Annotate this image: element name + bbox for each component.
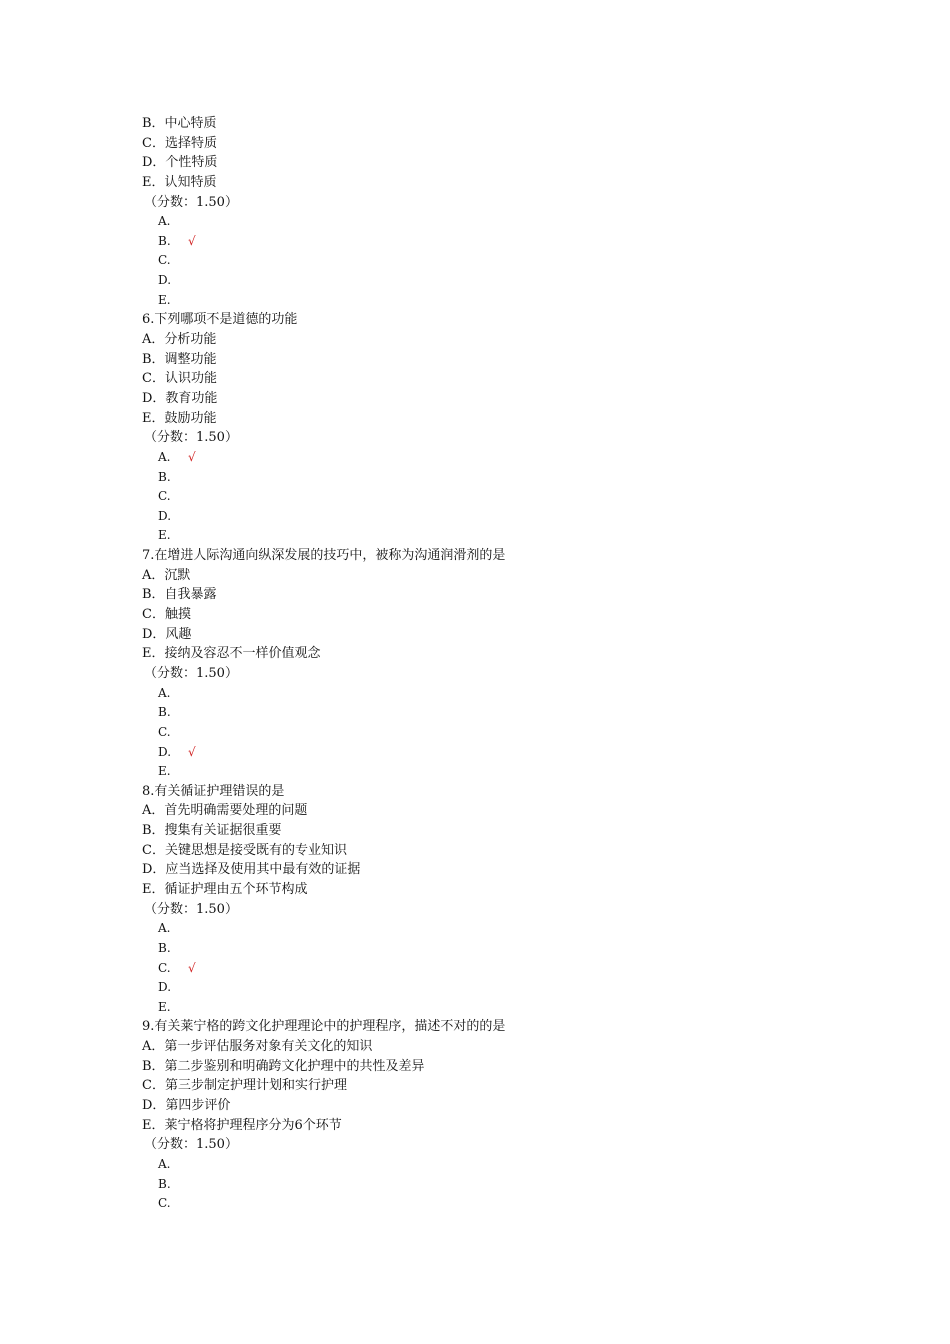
answer-letter: B.	[158, 233, 171, 248]
option-text: A．分析功能	[142, 332, 217, 348]
answer-letter: D.	[158, 980, 172, 995]
answer-letter: D.	[158, 744, 172, 759]
option-text: E．认知特质	[142, 174, 217, 190]
answer-letter: B.	[158, 940, 171, 955]
answer-row	[142, 271, 902, 291]
answer-row	[142, 232, 902, 252]
answer-letter: A.	[158, 214, 171, 229]
option-text: C．关键思想是接受既有的专业知识	[142, 842, 347, 858]
question-block	[142, 546, 902, 782]
answer-letter: A.	[158, 685, 171, 700]
option-text: B．搜集有关证据很重要	[142, 823, 282, 839]
option-text: B．第二步鉴别和明确跨文化护理中的共性及差异	[142, 1058, 425, 1074]
exam-document	[142, 114, 902, 1214]
option-text: D．个性特质	[142, 155, 218, 171]
option-text: D．风趣	[142, 626, 192, 642]
answer-row	[142, 684, 902, 704]
answer-letter: A.	[158, 1156, 171, 1171]
score-label: （分数：1.50）	[144, 194, 238, 210]
option-text: C．选择特质	[142, 135, 217, 151]
question-stem: 7.在增进人际沟通向纵深发展的技巧中，被称为沟通润滑剂的是	[142, 548, 506, 564]
answer-letter: C.	[158, 724, 171, 739]
question-stem: 9.有关莱宁格的跨文化护理理论中的护理程序，描述不对的的是	[142, 1019, 506, 1035]
answer-letter: C.	[158, 1196, 171, 1211]
question-block	[142, 310, 902, 546]
answer-letter: B.	[158, 1176, 171, 1191]
question-block	[142, 114, 902, 310]
answer-row	[142, 507, 902, 527]
answer-row	[142, 448, 902, 468]
check-mark-icon: √	[188, 960, 196, 975]
answer-letter: C.	[158, 253, 171, 268]
option-text: A．沉默	[142, 567, 191, 583]
answer-row	[142, 939, 902, 959]
score-label: （分数：1.50）	[144, 901, 238, 917]
option-text: C．第三步制定护理计划和实行护理	[142, 1078, 347, 1094]
option-text: E．莱宁格将护理程序分为6个环节	[142, 1117, 342, 1133]
option-text: B．自我暴露	[142, 587, 217, 603]
score-label: （分数：1.50）	[144, 430, 238, 446]
answer-row	[142, 723, 902, 743]
option-text: D．第四步评价	[142, 1098, 231, 1114]
answer-row	[142, 291, 902, 311]
check-mark-icon: √	[188, 744, 196, 759]
score-label: （分数：1.50）	[144, 665, 238, 681]
answer-row	[142, 1155, 902, 1175]
answer-row	[142, 1175, 902, 1195]
option-text: E．循证护理由五个环节构成	[142, 881, 308, 897]
option-text: E．鼓励功能	[142, 410, 217, 426]
answer-letter: C.	[158, 960, 171, 975]
answer-row	[142, 487, 902, 507]
check-mark-icon: √	[188, 449, 196, 464]
answer-letter: D.	[158, 273, 172, 288]
check-mark-icon: √	[188, 233, 196, 248]
answer-row	[142, 468, 902, 488]
answer-row	[142, 1194, 902, 1214]
answer-letter: A.	[158, 449, 171, 464]
option-text: D．教育功能	[142, 390, 218, 406]
answer-letter: A.	[158, 921, 171, 936]
answer-row	[142, 978, 902, 998]
question-block	[142, 1017, 902, 1213]
answer-row	[142, 743, 902, 763]
question-stem: 6.下列哪项不是道德的功能	[142, 312, 298, 328]
option-text: C．认识功能	[142, 371, 217, 387]
answer-row	[142, 703, 902, 723]
option-text: B．中心特质	[142, 116, 217, 131]
option-text: E．接纳及容忍不一样价值观念	[142, 646, 321, 662]
answer-row	[142, 959, 902, 979]
option-text: A．第一步评估服务对象有关文化的知识	[142, 1039, 373, 1055]
answer-letter: C.	[158, 489, 171, 504]
answer-row	[142, 998, 902, 1018]
answer-letter: B.	[158, 469, 171, 484]
answer-row	[142, 251, 902, 271]
answer-letter: E.	[158, 528, 171, 543]
question-block	[142, 782, 902, 1018]
option-text: D．应当选择及使用其中最有效的证据	[142, 862, 361, 878]
answer-letter: D.	[158, 508, 172, 523]
answer-letter: E.	[158, 764, 171, 779]
option-text: C．触摸	[142, 607, 191, 623]
answer-row	[142, 919, 902, 939]
score-label: （分数：1.50）	[144, 1137, 238, 1153]
answer-row	[142, 526, 902, 546]
answer-row	[142, 762, 902, 782]
answer-letter: B.	[158, 705, 171, 720]
question-stem: 8.有关循证护理错误的是	[142, 783, 285, 799]
answer-letter: E.	[158, 292, 171, 307]
option-text: A．首先明确需要处理的问题	[142, 803, 308, 819]
option-text: B．调整功能	[142, 351, 217, 367]
answer-row	[142, 212, 902, 232]
answer-letter: E.	[158, 999, 171, 1014]
